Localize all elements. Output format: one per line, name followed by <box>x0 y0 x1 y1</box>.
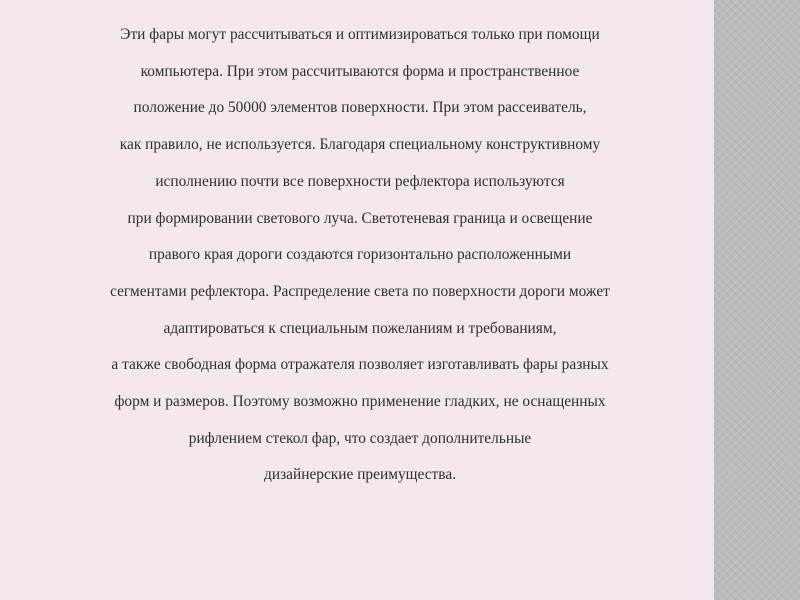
text-line: адаптироваться к специальным пожеланиям и требованиям, <box>163 319 557 337</box>
text-line: дизайнерские преимущества. <box>264 466 456 484</box>
text-line: форм и размеров. Поэтому возможно применение гладких, не оснащенных <box>114 393 606 411</box>
slide-body-text <box>18 17 702 494</box>
decorative-side-stripe <box>714 0 800 600</box>
text-line: как правило, не используется. Благодаря специальному конструктивному <box>119 136 601 154</box>
text-line: компьютера. При этом рассчитываются форма и пространственное <box>140 62 580 80</box>
text-line: положение до 50000 элементов поверхности. При этом рассеиватель, <box>133 99 587 117</box>
text-line: Эти фары могут рассчитываться и оптимизироваться только при помощи <box>120 26 600 43</box>
text-line: исполнению почти все поверхности рефлектора используются <box>155 172 565 190</box>
text-line: а также свободная форма отражателя позволяет изготавливать фары разных <box>111 356 609 374</box>
text-line: сегментами рефлектора. Распределение света по поверхности дороги может <box>110 282 610 300</box>
text-line: правого края дороги создаются горизонтально расположенными <box>148 246 572 264</box>
text-line: рифлением стекол фар, что создает дополнительные <box>188 429 532 447</box>
text-line: при формировании светового луча. Светотеневая граница и освещение <box>127 209 593 227</box>
